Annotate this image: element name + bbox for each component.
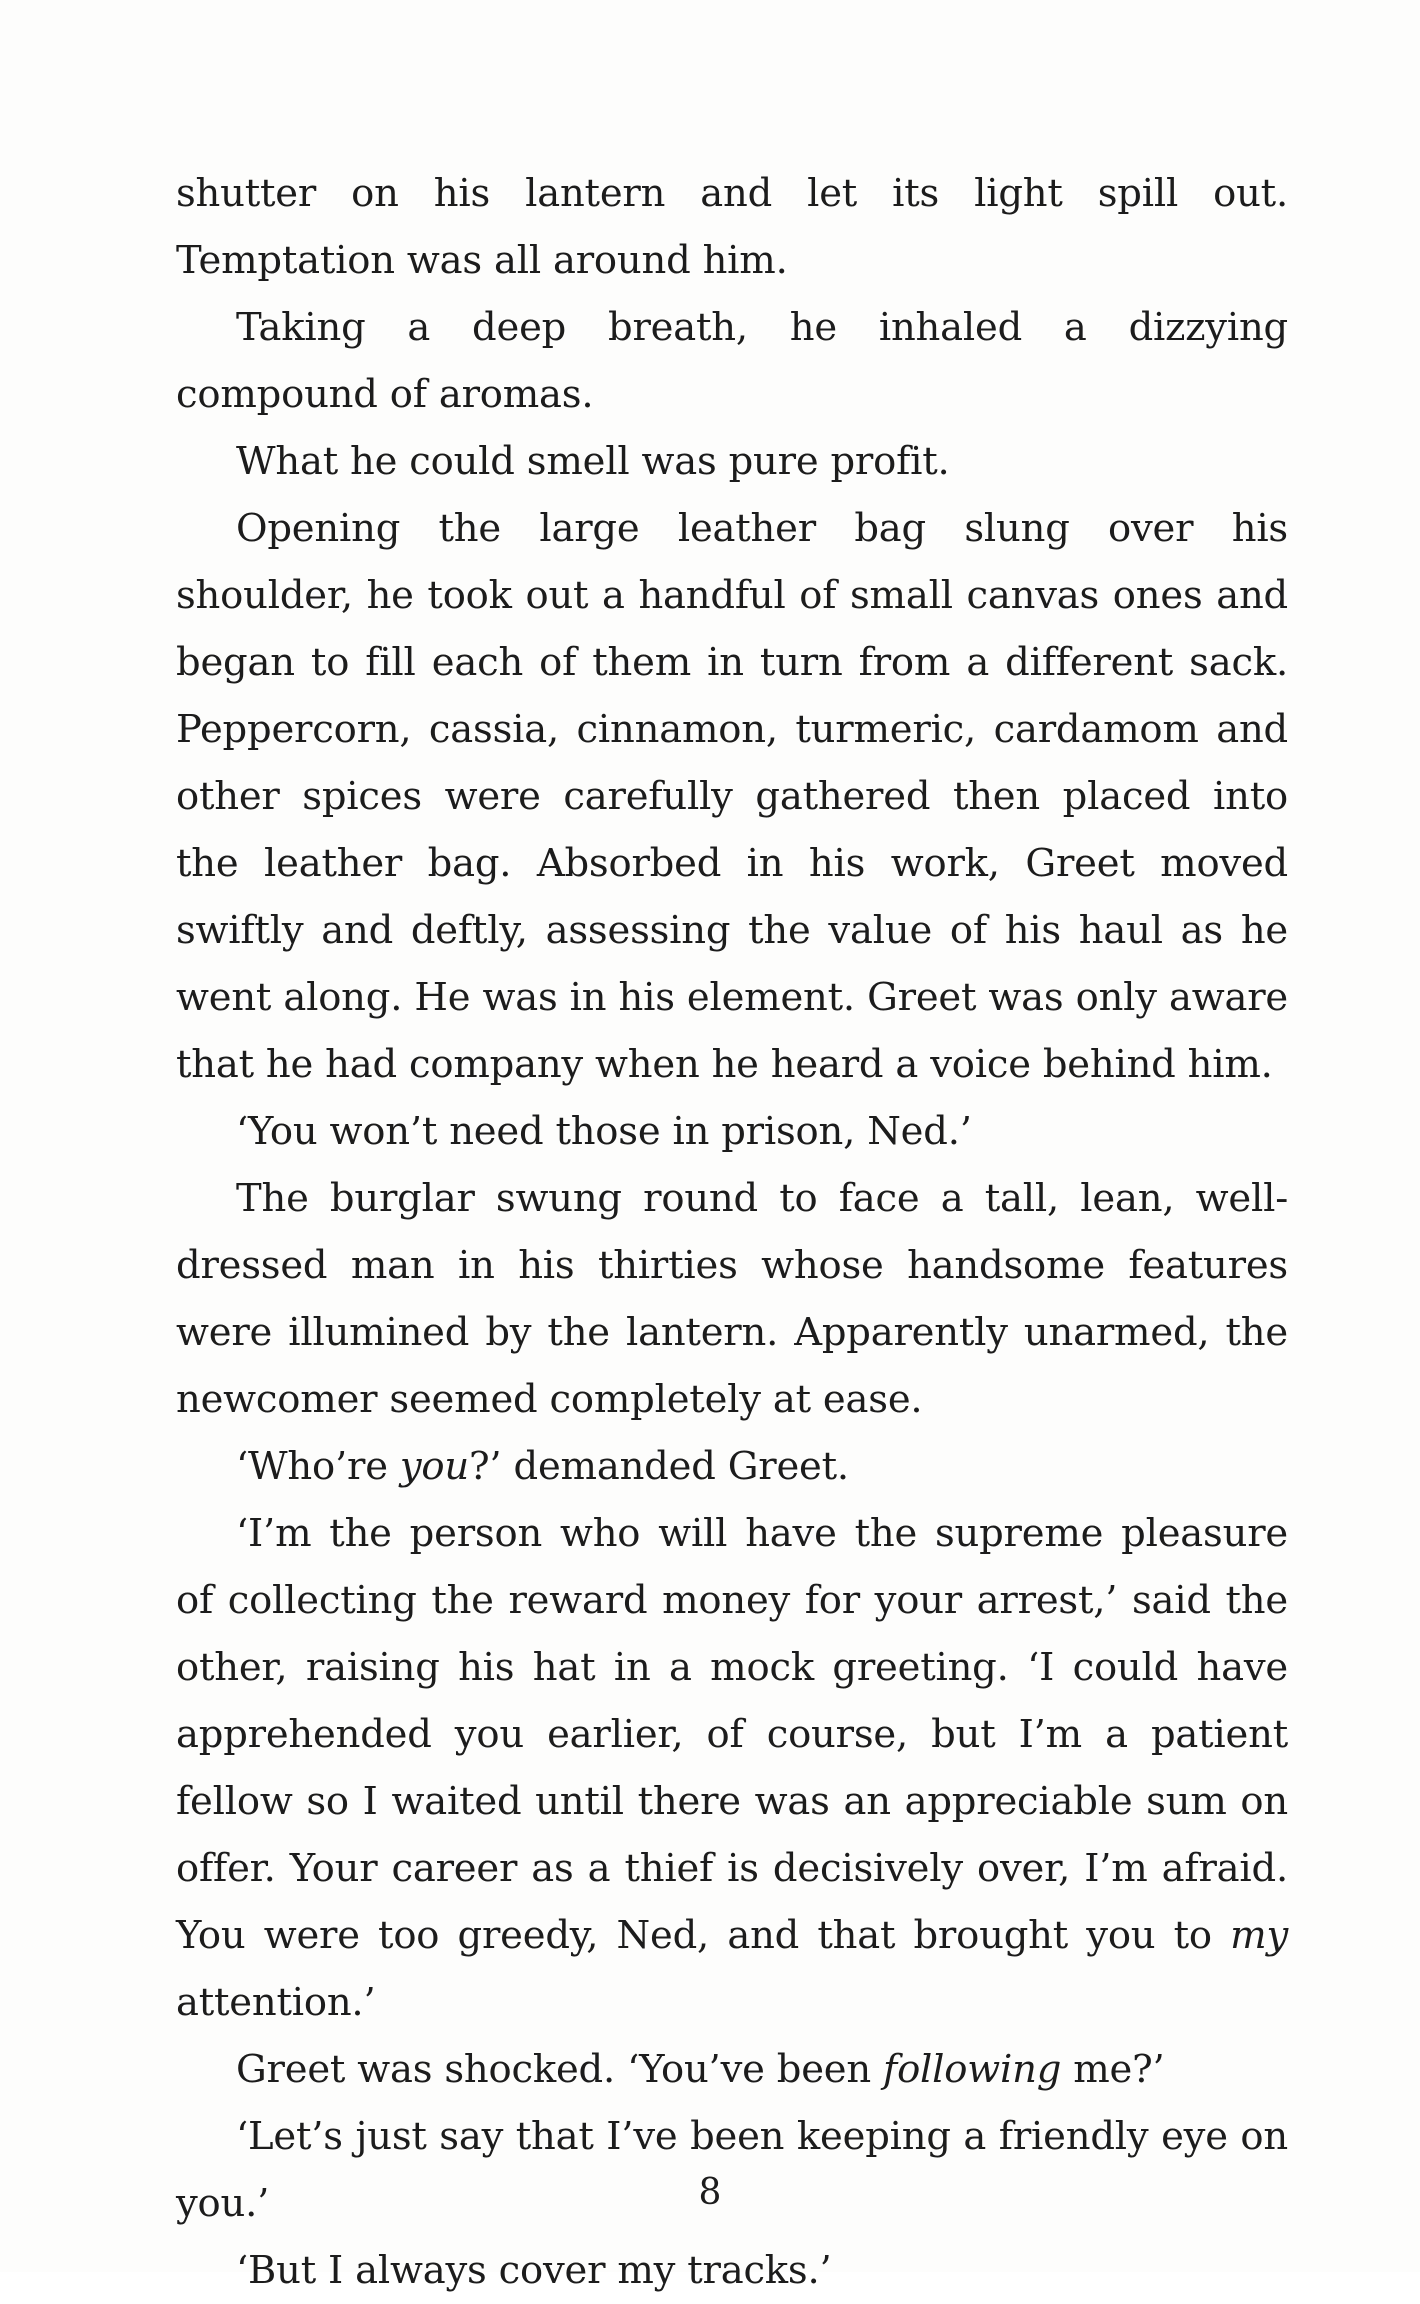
paragraph-6: The burglar swung round to face a tall, lean, well-dressed man in his thirties whose handsome features were illumined by the lantern. Apparently unarmed, the newcomer seemed completely at ease.: [176, 1176, 1288, 1422]
p7-emphasis: you: [399, 1444, 469, 1489]
p7-text-b: ?’ demanded Greet.: [468, 1444, 849, 1489]
p7-text-a: ‘Who’re: [236, 1444, 400, 1489]
p9-emphasis: following: [883, 2047, 1062, 2092]
p9-text-a: Greet was shocked. ‘You’ve been: [236, 2047, 884, 2092]
paragraph-8: [176, 1500, 1288, 2036]
paragraph-9: [176, 2036, 1288, 2103]
body-text: [176, 160, 1288, 2304]
p8-emphasis: my: [1230, 1913, 1288, 1958]
paragraph-3: What he could smell was pure profit.: [236, 439, 950, 484]
paragraph-2: Taking a deep breath, he inhaled a dizzying compound of aromas.: [176, 305, 1288, 417]
paragraph-11: ‘But I always cover my tracks.’: [236, 2248, 832, 2293]
p9-text-b: me?’: [1061, 2047, 1165, 2092]
paragraph-7: [176, 1433, 1288, 1500]
paragraph-1: shutter on his lantern and let its light spill out. Temptation was all around him.: [176, 171, 1288, 283]
p8-text-b: attention.’: [176, 1980, 376, 2025]
paragraph-4: Opening the large leather bag slung over his shoulder, he took out a handful of small canvas ones and began to fill each of them in turn from a different sack. Peppercorn, cassia, cinnamon, turmeric, cardamom and other spices were carefully gathered then placed into the leather bag. Absorbed in his work, Greet moved swiftly and deftly, assessing the value of his haul as he went along. He was in his element. Greet was only aware that he had company when he heard a voice behind him.: [176, 506, 1288, 1087]
p8-text-a: ‘I’m the person who will have the supreme pleasure of collecting the reward money for your arrest,’ said the other, raising his hat in a mock greeting. ‘I could have apprehended you earlier, of course, but I’m a patient fellow so I waited until there was an appreciable sum on offer. Your career as a thief is decisively over, I’m afraid. You were too greedy, Ned, and that brought you to: [176, 1511, 1288, 1958]
paragraph-5: ‘You won’t need those in prison, Ned.’: [236, 1109, 972, 1154]
page-number: 8: [698, 2172, 722, 2213]
paragraph-10: ‘Let’s just say that I’ve been keeping a friendly eye on you.’: [176, 2114, 1288, 2226]
